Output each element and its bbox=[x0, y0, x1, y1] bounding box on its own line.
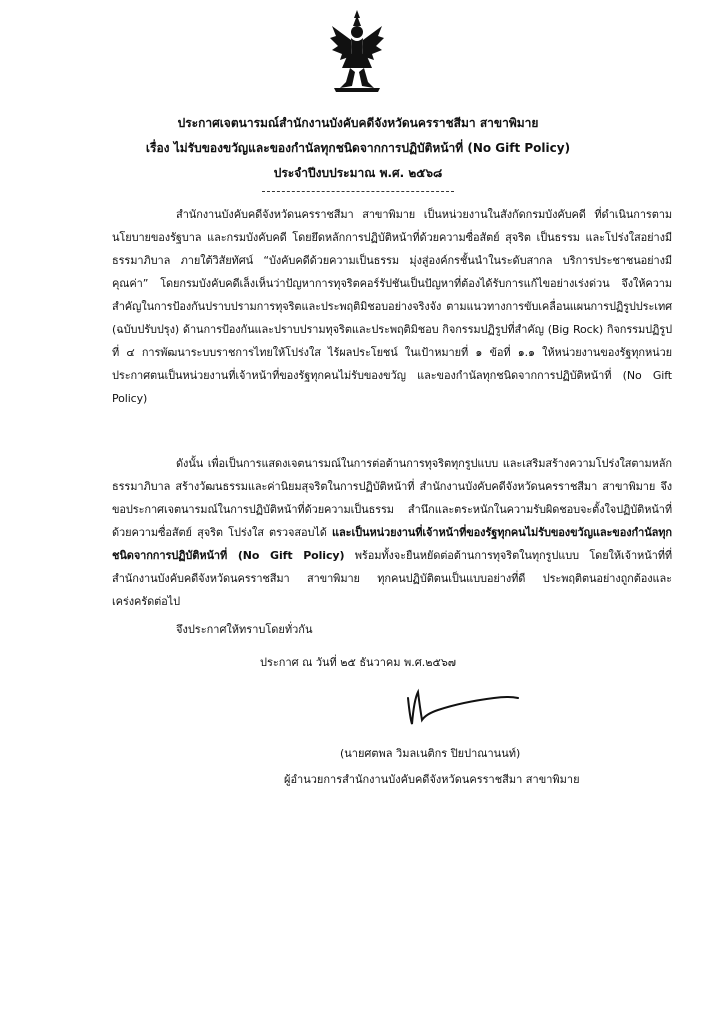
garuda-emblem-icon bbox=[328, 8, 386, 94]
title-separator bbox=[262, 191, 454, 192]
paragraph-2 bbox=[112, 452, 672, 613]
announcement-date: ประกาศ ณ วันที่ ๒๕ ธันวาคม พ.ศ.๒๕๖๗ bbox=[260, 656, 457, 669]
paragraph-1: สำนักงานบังคับคดีจังหวัดนครราชสีมา สาขาพิมาย เป็นหน่วยงานในสังกัดกรมบังคับคดี ที่ดำเนินการตามนโยบายของรัฐบาล และกรมบังคับคดี โดยยึดหลักการปฏิบัติหน้าที่ด้วยความซื่อสัตย์ สุจริต เป็นธรรม และโปร่งใสอย่างมีธรรมาภิบาล ภายใต้วิสัยทัศน์ “บังคับคดีด้วยความเป็นธรรม มุ่งสู่องค์กรชั้นนำในระดับสากล บริการประชาชนอย่างมีคุณค่า” โดยกรมบังคับคดีเล็งเห็นว่าปัญหาการทุจริตคอร์รัปชันเป็นปัญหาที่ต้องได้รับการแก้ไขอย่างเร่งด่วน จึงให้ความสำคัญในการป้องกันปราบปรามการทุจริตและประพฤติมิชอบอย่างจริงจัง ตามแนวทางการขับเคลื่อนแผนการปฏิรูปประเทศ (ฉบับปรับปรุง) ด้านการป้องกันและปราบปรามทุจริตและประพฤติมิชอบ กิจกรรมปฏิรูปที่สำคัญ (Big Rock) กิจกรรมปฏิรูปที่ ๔ การพัฒนาระบบราชการไทยให้โปร่งใส ไร้ผลประโยชน์ ในเป้าหมายที่ ๑ ข้อที่ ๑.๑ ให้หน่วยงานของรัฐทุกหน่วยประกาศตนเป็นหน่วยงานที่เจ้าหน้าที่ของรัฐทุกคนไม่รับของขวัญ และของกำนัลทุกชนิดจากการปฏิบัติหน้าที่ (No Gift Policy) bbox=[112, 208, 672, 405]
announcement-subject: เรื่อง ไม่รับของขวัญและของกำนัลทุกชนิดจากการปฏิบัติหน้าที่ (No Gift Policy) bbox=[145, 141, 571, 155]
paragraph-2-emphasis: และเป็นหน่วยงานที่เจ้าหน้าที่ของรัฐทุกคนไม่รับของขวัญและของกำนัลทุกชนิดจากการปฏิบัติหน้าที่ (No Gift Policy) bbox=[112, 526, 672, 562]
announcement-title: ประกาศเจตนารมณ์สำนักงานบังคับคดีจังหวัดนครราชสีมา สาขาพิมาย bbox=[177, 116, 539, 130]
paragraph-2-end: พร้อมทั้งจะยืนหยัดต่อต้านการทุจริตในทุกรูปแบบ โดยให้เจ้าหน้าที่ที่สำนักงานบังคับคดีจังหวัดนครราชสีมา สาขาพิมาย ทุกคนปฏิบัติตนเป็นแบบอย่างที่ดี ประพฤติตนอย่างถูกต้องและเคร่งครัดต่อไป bbox=[112, 549, 672, 608]
fiscal-year: ประจำปีงบประมาณ พ.ศ. ๒๕๖๘ bbox=[273, 166, 443, 180]
closing-statement: จึงประกาศให้ทราบโดยทั่วกัน bbox=[176, 623, 313, 636]
handwritten-signature bbox=[404, 684, 522, 746]
signatory-position: ผู้อำนวยการสำนักงานบังคับคดีจังหวัดนครราชสีมา สาขาพิมาย bbox=[284, 773, 580, 786]
signatory-name: (นายศตพล วิมลเนติกร ปิยปาณานนท์) bbox=[340, 747, 521, 760]
paragraph-2-start: ดังนั้น เพื่อเป็นการแสดงเจตนารมณ์ในการต่อต้านการทุจริตทุกรูปแบบ และเสริมสร้างความโปร่งใสตามหลักธรรมาภิบาล สร้างวัฒนธรรมและค่านิยมสุจริตในการปฏิบัติหน้าที่ สำนักงานบังคับคดีจังหวัดนครราชสีมา สาขาพิมาย จึงขอประกาศเจตนารมณ์ในการปฏิบัติหน้าที่ด้วยความเป็นธรรม สำนึกและตระหนักในความรับผิดชอบจะตั้งใจปฏิบัติหน้าที่ด้วยความซื่อสัตย์ สุจริต โปร่งใส ตรวจสอบได้ bbox=[112, 457, 672, 539]
